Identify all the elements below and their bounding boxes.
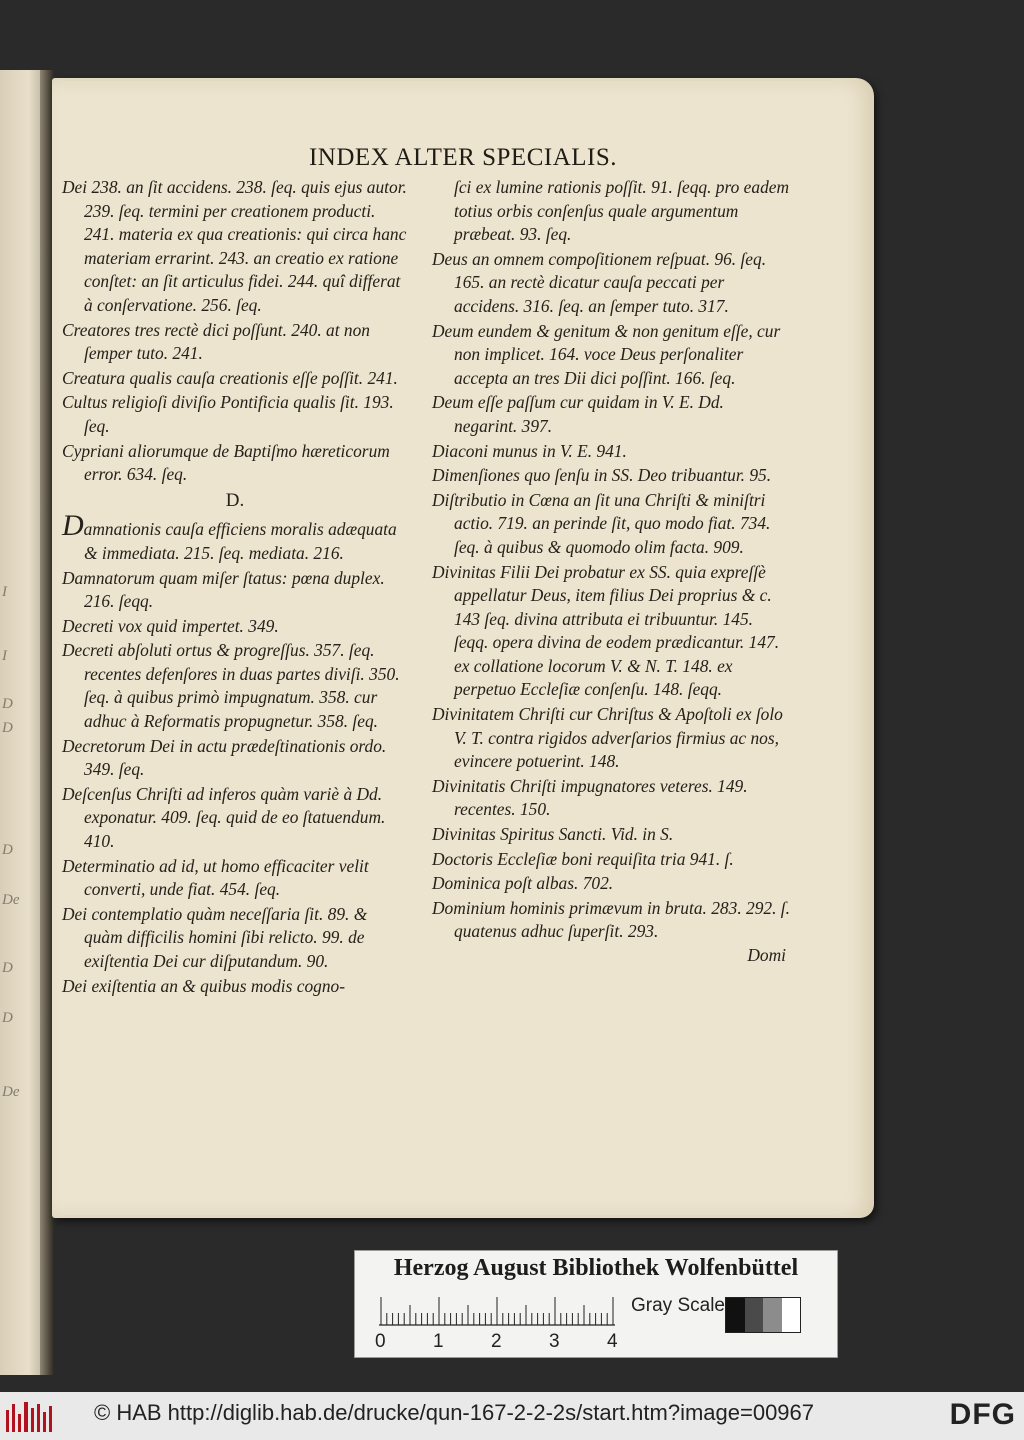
index-entry: Diſtributio in Cœna an ſit una Chriſti & miniſtri actio. 719. an perinde ſit, quo modo fiat. 734. ſeq. à quibus & quomodo olim facta. 909.	[432, 489, 771, 557]
gray-swatch	[782, 1298, 801, 1332]
hab-logo-bar	[24, 1402, 27, 1432]
index-entry: Decretorum Dei in actu prædeſtinationis ordo. 349. ſeq.	[62, 735, 387, 780]
footer-bar	[0, 1392, 1024, 1440]
hab-logo-bar	[49, 1406, 52, 1432]
index-entry: Dominium hominis primævum in bruta. 283. 292. ſ. quatenus adhuc ſuperſit. 293.	[432, 897, 790, 942]
index-entry: Dimenſiones quo ſenſu in SS. Deo tribuantur. 95.	[432, 465, 772, 486]
index-entry: ſci ex lumine rationis poſſit. 91. ſeqq. pro eadem totius orbis conſenſus quale argumentum præbeat. 93. ſeq.	[454, 177, 790, 245]
facing-page-fragment: I	[2, 648, 7, 664]
index-entry: Damnatorum quam miſer ſtatus: pœna duplex. 216. ſeqq.	[62, 567, 385, 612]
index-entry: Decreti abſoluti ortus & progreſſus. 357. ſeq. recentes defenſores in duas partes diviſi. 350. ſeq. à quibus primò impugnatum. 358. cur adhuc à Reformatis propugnetur. 358. ſeq.	[62, 640, 400, 732]
scale-number: 3	[549, 1331, 560, 1352]
index-entry: Deum eſſe paſſum cur quidam in V. E. Dd. negarint. 397.	[432, 392, 724, 436]
facing-page-fragment: De	[2, 1084, 20, 1100]
facing-page-fragment: I	[2, 584, 7, 600]
scale-number: 0	[375, 1331, 386, 1352]
facing-page-fragment: D	[2, 842, 13, 858]
index-entry: Dei exiſtentia an & quibus modis cogno-	[62, 975, 346, 996]
catchword: Domi	[747, 945, 786, 965]
gray-scale-label: Gray Scale	[631, 1295, 725, 1316]
gray-swatch	[726, 1298, 745, 1332]
hab-logo-bar	[18, 1414, 21, 1432]
hab-logo-bar	[12, 1404, 15, 1432]
index-entry: Doctoris Eccleſiæ boni requiſita tria 941. ſ.	[432, 848, 734, 869]
facing-page-fragment: D	[2, 960, 13, 976]
scale-number: 2	[491, 1331, 502, 1352]
facing-page-fragment: De	[2, 892, 20, 908]
index-entry: Divinitatem Chriſti cur Chriſtus & Apoſtoli ex ſolo V. T. contra rigidos adverſarios firmius ac nos, evincere potuerint. 148.	[432, 704, 783, 772]
ruler-scale	[377, 1295, 617, 1329]
hab-logo-bar	[6, 1410, 9, 1432]
facing-page-fragment: D	[2, 1010, 13, 1026]
index-entry: Divinitas Spiritus Sancti. Vid. in S.	[432, 824, 674, 845]
index-entry: Divinitas Filii Dei probatur ex SS. quia expreſſè appellatur Deus, item filius Dei proprius & c. 143 ſeq. divina attributa ei tribuuntur. 145. ſeqq. opera divina de eodem prædicantur. 147. ex collatione locorum V. & N. T. 148. ex perpetuo Eccleſiæ conſenſu. 148. ſeqq.	[432, 561, 780, 700]
facing-page-fragment: D	[2, 720, 13, 736]
index-entry: Decreti vox quid impertet. 349.	[62, 615, 279, 636]
gray-swatch	[745, 1298, 764, 1332]
index-entry: Creatura qualis cauſa creationis eſſe poſſit. 241.	[62, 367, 398, 388]
page-title: INDEX ALTER SPECIALIS.	[308, 144, 617, 171]
hab-logo-bar	[31, 1408, 34, 1432]
index-entry: Deſcenſus Chriſti ad inferos quàm variè à Dd. exponatur. 409. ſeq. quid de eo ſtatuendum. 410.	[62, 783, 386, 852]
index-section-letter: D.	[225, 489, 245, 511]
index-entry: Diaconi munus in V. E. 941.	[432, 440, 627, 461]
index-entry: Cypriani aliorumque de Baptiſmo hæreticorum error. 634. ſeq.	[62, 440, 390, 485]
hab-logo-bar	[43, 1412, 46, 1432]
index-entry: Damnationis cauſa efficiens moralis adæquata & immediata. 215. ſeq. mediata. 216.	[62, 509, 397, 563]
facing-page-fragment: D	[2, 696, 13, 712]
index-column-left	[60, 176, 410, 999]
index-entry: Deus an omnem compoſitionem reſpuat. 96. ſeq. 165. an rectè dicatur cauſa peccati per accidens. 316. ſeq. an ſemper tuto. 317.	[432, 248, 767, 316]
index-entry: Cultus religioſi diviſio Pontificia qualis ſit. 193. ſeq.	[62, 392, 394, 436]
gray-scale-swatches	[725, 1297, 801, 1333]
index-column-right	[430, 176, 790, 968]
dfg-logo: DFG	[949, 1398, 1016, 1431]
library-name: Herzog August Bibliothek Wolfenbüttel	[393, 1255, 799, 1281]
index-entry: Dei 238. an ſit accidens. 238. ſeq. quis ejus autor. 239. ſeq. termini per creationem producti. 241. materia ex qua creationis: qui circa hanc materiam errarint. 243. an creatio ex ratione conſtet: an ſit articulus fidei. 244. quî differat à conſervatione. 256. ſeq.	[62, 177, 407, 315]
index-entry: Dominica poſt albas. 702.	[432, 873, 614, 894]
index-entry: Divinitatis Chriſti impugnatores veteres. 149. recentes. 150.	[432, 775, 748, 820]
index-entry: Determinatio ad id, ut homo efficaciter velit converti, unde fiat. 454. ſeq.	[62, 855, 369, 900]
index-entry: Dei contemplatio quàm neceſſaria ſit. 89. & quàm difficilis homini ſibi relicto. 99. de exiſtentia Dei cur diſputandum. 90.	[62, 903, 368, 971]
scale-number: 4	[607, 1331, 618, 1352]
hab-logo-bar	[37, 1404, 40, 1432]
copyright-link[interactable]: © HAB http://diglib.hab.de/drucke/qun-167-2-2-2s/start.htm?image=00967	[94, 1400, 815, 1425]
library-label	[354, 1250, 838, 1358]
gray-swatch	[763, 1298, 782, 1332]
index-entry: Creatores tres rectè dici poſſunt. 240. at non ſemper tuto. 241.	[62, 319, 371, 364]
scale-number: 1	[433, 1331, 444, 1352]
book-page	[52, 78, 874, 1218]
hab-logo-icon	[6, 1400, 52, 1432]
index-entry: Deum eundem & genitum & non genitum eſſe, cur non implicet. 164. voce Deus perſonaliter accepta an tres Dii dici poſſint. 166. ſeq.	[432, 320, 781, 388]
